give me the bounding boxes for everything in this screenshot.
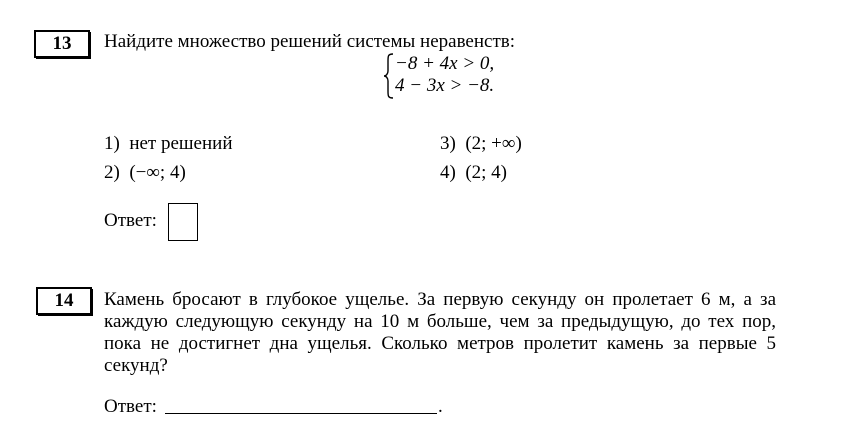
option-1-index: 1) bbox=[104, 133, 120, 154]
q13-prompt: Найдите множество решений системы неравенств: bbox=[104, 31, 516, 52]
system-line-1: −8 + 4x > 0, bbox=[395, 53, 495, 74]
option-3-index: 3) bbox=[440, 133, 456, 154]
option-4-index: 4) bbox=[440, 162, 456, 183]
q14-answer-line[interactable] bbox=[165, 413, 437, 414]
option-1 bbox=[104, 133, 232, 155]
q13-number: 13 bbox=[34, 30, 90, 58]
q14-number: 14 bbox=[36, 287, 92, 315]
option-2-index: 2) bbox=[104, 162, 120, 183]
option-1-text: нет решений bbox=[129, 133, 233, 154]
option-2-text: (−∞; 4) bbox=[129, 162, 186, 183]
system-brace bbox=[383, 53, 395, 99]
option-3-text: (2; +∞) bbox=[465, 133, 522, 154]
q13-system bbox=[385, 53, 494, 97]
option-2 bbox=[104, 162, 186, 184]
option-4 bbox=[440, 162, 507, 184]
q14-answer-label: Ответ: bbox=[104, 396, 157, 417]
q13-answer-label: Ответ: bbox=[104, 210, 157, 231]
q14-text: Камень бросают в глубокое ущелье. За первую секунду он пролетает 6 м, а за каждую следующую секунду на 10 м больше, чем за предыдущую, до тех пор, пока не достигнет дна ущелья. Сколько метров пролетит камень за первые 5 секунд? bbox=[104, 289, 776, 376]
system-line-2: 4 − 3x > −8. bbox=[395, 75, 495, 96]
option-3 bbox=[440, 133, 522, 155]
option-4-text: (2; 4) bbox=[465, 162, 508, 183]
q13-answer-box[interactable] bbox=[168, 203, 198, 241]
q14-answer-end: . bbox=[438, 396, 443, 417]
